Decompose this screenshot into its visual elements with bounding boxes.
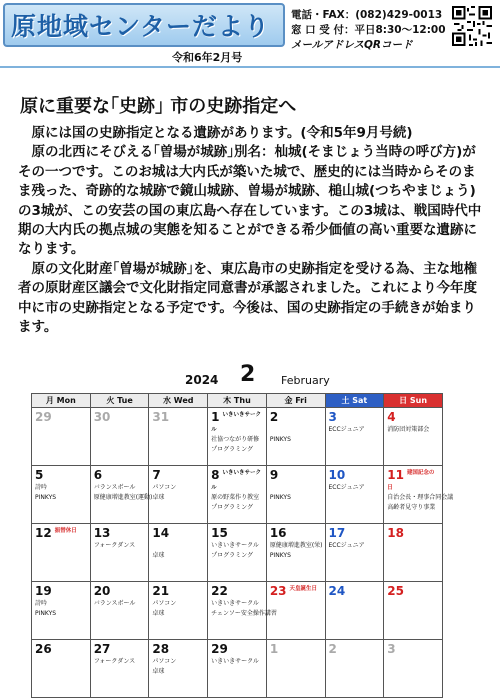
calendar-event: 自治会長・理事合同会議 (387, 494, 454, 501)
day-number: 29 (35, 410, 52, 424)
weekday-header: 火 Tue (90, 394, 149, 408)
calendar-day-cell (266, 524, 325, 582)
calendar-day-cell (149, 408, 208, 466)
calendar-event: ECCジュニア (328, 542, 365, 549)
article-body (18, 124, 488, 337)
article-paragraph: 原には国の史跡指定となる遺跡があります。(令和5年9月号続) (31, 125, 413, 141)
calendar-day-cell (325, 466, 384, 524)
calendar-day-cell (325, 524, 384, 582)
calendar-event (270, 483, 322, 493)
title-banner (3, 3, 285, 47)
day-number: 13 (93, 526, 111, 540)
calendar-day-cell (384, 408, 443, 466)
day-number: 22 (211, 584, 228, 598)
calendar-day-cell (90, 524, 149, 582)
day-number: 14 (152, 526, 170, 540)
calendar-day-cell (149, 524, 208, 582)
calendar-day-cell (32, 640, 91, 698)
day-note: 天皇誕生日 (289, 586, 318, 592)
calendar-day-cell (90, 640, 149, 698)
day-number: 2 (328, 642, 337, 656)
contact-phone: 電話・FAX：(082)429-0013 (291, 9, 443, 21)
newsletter-title: 原地域センターだより (11, 12, 271, 41)
calendar-event: PINKYS (35, 494, 57, 501)
day-number: 24 (328, 584, 346, 598)
calendar-day-cell (325, 408, 384, 466)
day-number: 8 (211, 468, 220, 482)
day-number: 4 (387, 410, 396, 424)
calendar-event: 社協つながり研修 (211, 436, 260, 443)
day-number: 21 (152, 584, 170, 598)
day-number: 2 (269, 410, 279, 424)
calendar-event: 原健康増進教室(栄) (269, 542, 323, 549)
day-number: 3 (387, 642, 396, 656)
calendar-event: いきいきサークル (211, 658, 259, 665)
calendar-day-cell (32, 524, 91, 582)
day-number: 7 (152, 468, 161, 482)
calendar-week-row (32, 466, 443, 524)
day-number: 25 (387, 584, 404, 598)
day-number: 9 (269, 468, 279, 482)
calendar-day-cell (266, 640, 325, 698)
weekday-header-saturday: 土 Sat (325, 394, 384, 408)
day-number: 28 (152, 642, 170, 656)
calendar-event: バランスボール (93, 484, 136, 491)
calendar-day-cell (90, 408, 149, 466)
calendar-event: 卓球 (152, 552, 165, 559)
calendar-day-cell (384, 640, 443, 698)
calendar-event (270, 425, 322, 435)
contact-mail-label: メールアドレスQRコード (291, 39, 413, 51)
calendar-month-name: February (281, 374, 330, 387)
day-note: 振替休日 (54, 528, 77, 534)
calendar-event: PINKYS (269, 494, 291, 501)
day-number: 1 (269, 642, 279, 656)
weekday-header-sunday: 日 Sun (384, 394, 443, 408)
calendar-day-cell (266, 408, 325, 466)
calendar-day-cell (208, 582, 277, 640)
event-calendar (31, 393, 454, 698)
calendar-event: バランスボール (93, 600, 136, 607)
calendar-event: PINKYS (35, 610, 57, 617)
calendar-day-cell (384, 466, 454, 524)
qr-code-icon (452, 6, 492, 46)
weekday-header: 金 Fri (266, 394, 325, 408)
day-note: いきいきサークル (211, 470, 261, 491)
calendar-event: フォークダンス (93, 542, 136, 549)
day-number: 31 (152, 410, 170, 424)
article-headline: 原に重要な｢史跡｣ 市の史跡指定へ (20, 96, 297, 117)
day-number: 5 (35, 468, 44, 482)
calendar-event: 原健康増進教室(運動) (93, 494, 153, 501)
calendar-event: プログラミング (211, 552, 253, 559)
calendar-week-row (32, 640, 443, 698)
calendar-day-cell (149, 582, 208, 640)
calendar-day-cell (208, 640, 267, 698)
calendar-year: 2024 (185, 373, 219, 387)
calendar-event: いきいきサークル (211, 542, 259, 549)
day-number: 3 (328, 410, 337, 424)
calendar-week-row (32, 582, 443, 640)
day-number: 10 (328, 468, 346, 482)
calendar-event: 詩吟 (35, 484, 48, 491)
calendar-event: ECCジュニア (328, 426, 365, 433)
calendar-event (152, 541, 204, 551)
day-note: いきいきサークル (211, 412, 261, 433)
weekday-header: 月 Mon (32, 394, 91, 408)
calendar-event: フォークダンス (93, 658, 136, 665)
calendar-event: PINKYS (269, 552, 291, 559)
day-number: 12 (35, 526, 52, 540)
calendar-day-cell (266, 466, 325, 524)
day-number: 23 (269, 584, 287, 598)
calendar-event: 消防団対策部会 (387, 426, 430, 433)
day-number: 1 (211, 410, 220, 424)
calendar-day-cell (149, 640, 208, 698)
day-number: 26 (35, 642, 52, 656)
calendar-day-cell (32, 466, 91, 524)
day-number: 30 (93, 410, 111, 424)
day-number: 27 (93, 642, 111, 656)
calendar-event: 卓球 (152, 610, 165, 617)
calendar-event: 原の野菜作り教室 (211, 494, 260, 501)
day-number: 6 (93, 468, 103, 482)
calendar-event: 卓球 (152, 668, 165, 675)
calendar-week-row (32, 408, 443, 466)
day-number: 17 (328, 526, 346, 540)
calendar-event: プログラミング (211, 446, 253, 453)
calendar-day-cell (90, 466, 153, 524)
calendar-event: チェンソー安全操作講習 (211, 610, 277, 617)
calendar-event: プログラミング (211, 504, 253, 511)
day-number: 15 (211, 526, 228, 540)
header-divider (0, 66, 500, 68)
day-number: 19 (35, 584, 52, 598)
newsletter-header (0, 0, 500, 66)
calendar-day-cell (384, 524, 443, 582)
calendar-day-cell (149, 466, 208, 524)
calendar-event: パソコン (152, 658, 177, 665)
contact-info (291, 8, 446, 53)
calendar-day-cell (325, 582, 384, 640)
calendar-event: ECCジュニア (328, 484, 365, 491)
calendar-day-cell (325, 640, 384, 698)
calendar-event: 高齢者見守り事業 (387, 504, 436, 511)
day-number: 11 (387, 468, 404, 482)
calendar-event: 卓球 (152, 494, 165, 501)
weekday-header: 木 Thu (208, 394, 267, 408)
calendar-day-cell (90, 582, 149, 640)
calendar-day-cell (32, 582, 91, 640)
day-number: 16 (269, 526, 287, 540)
contact-hours: 窓 口 受 付：平日8:30〜12:00 (291, 24, 446, 36)
calendar-month: 2 (240, 362, 256, 387)
day-number: 20 (93, 584, 111, 598)
day-note: 建国記念の日 (387, 470, 435, 491)
calendar-day-cell (32, 408, 91, 466)
calendar-event: PINKYS (269, 436, 291, 443)
day-number: 18 (387, 526, 404, 540)
issue-date: 令和6年2月号 (172, 51, 243, 64)
calendar-day-cell (208, 408, 267, 466)
calendar-day-cell (384, 582, 443, 640)
calendar-day-cell (208, 466, 267, 524)
calendar-body (32, 408, 454, 698)
weekday-header-row (32, 394, 443, 408)
calendar-event: パソコン (152, 600, 177, 607)
article-paragraph: 原の文化財産｢曽場が城跡｣を、東広島市の史跡指定を受ける為、主な地権者の原財産区議会で文化財指定同意書が承認されました。これにより今年度中に市の史跡指定となる予定です。今後は、国の史跡指定の手続きが始まります。 (18, 260, 477, 336)
calendar-event: いきいきサークル (211, 600, 259, 607)
weekday-header: 水 Wed (149, 394, 208, 408)
calendar-event: パソコン (152, 484, 177, 491)
article-paragraph: 原の北西にそびえる｢曽場が城跡｣別名：杣城(そまじょう当時の呼び方)がその一つです。このお城は大内氏が築いた城で、歴史的には当時からそのまま残った、奇跡的な城跡で鏡山城跡、曽場が城跡、槌山城(つちやまじょう)の3城が、この安芸の国の東広島へ存在しています。この3城は、戦国時代中期の大内氏の拠点城の実態を知ることができる希少価値の高い重要な遺跡になります。 (18, 144, 482, 258)
calendar-day-cell (208, 524, 267, 582)
day-number: 29 (211, 642, 228, 656)
calendar-week-row (32, 524, 443, 582)
calendar-event: 詩吟 (35, 600, 48, 607)
